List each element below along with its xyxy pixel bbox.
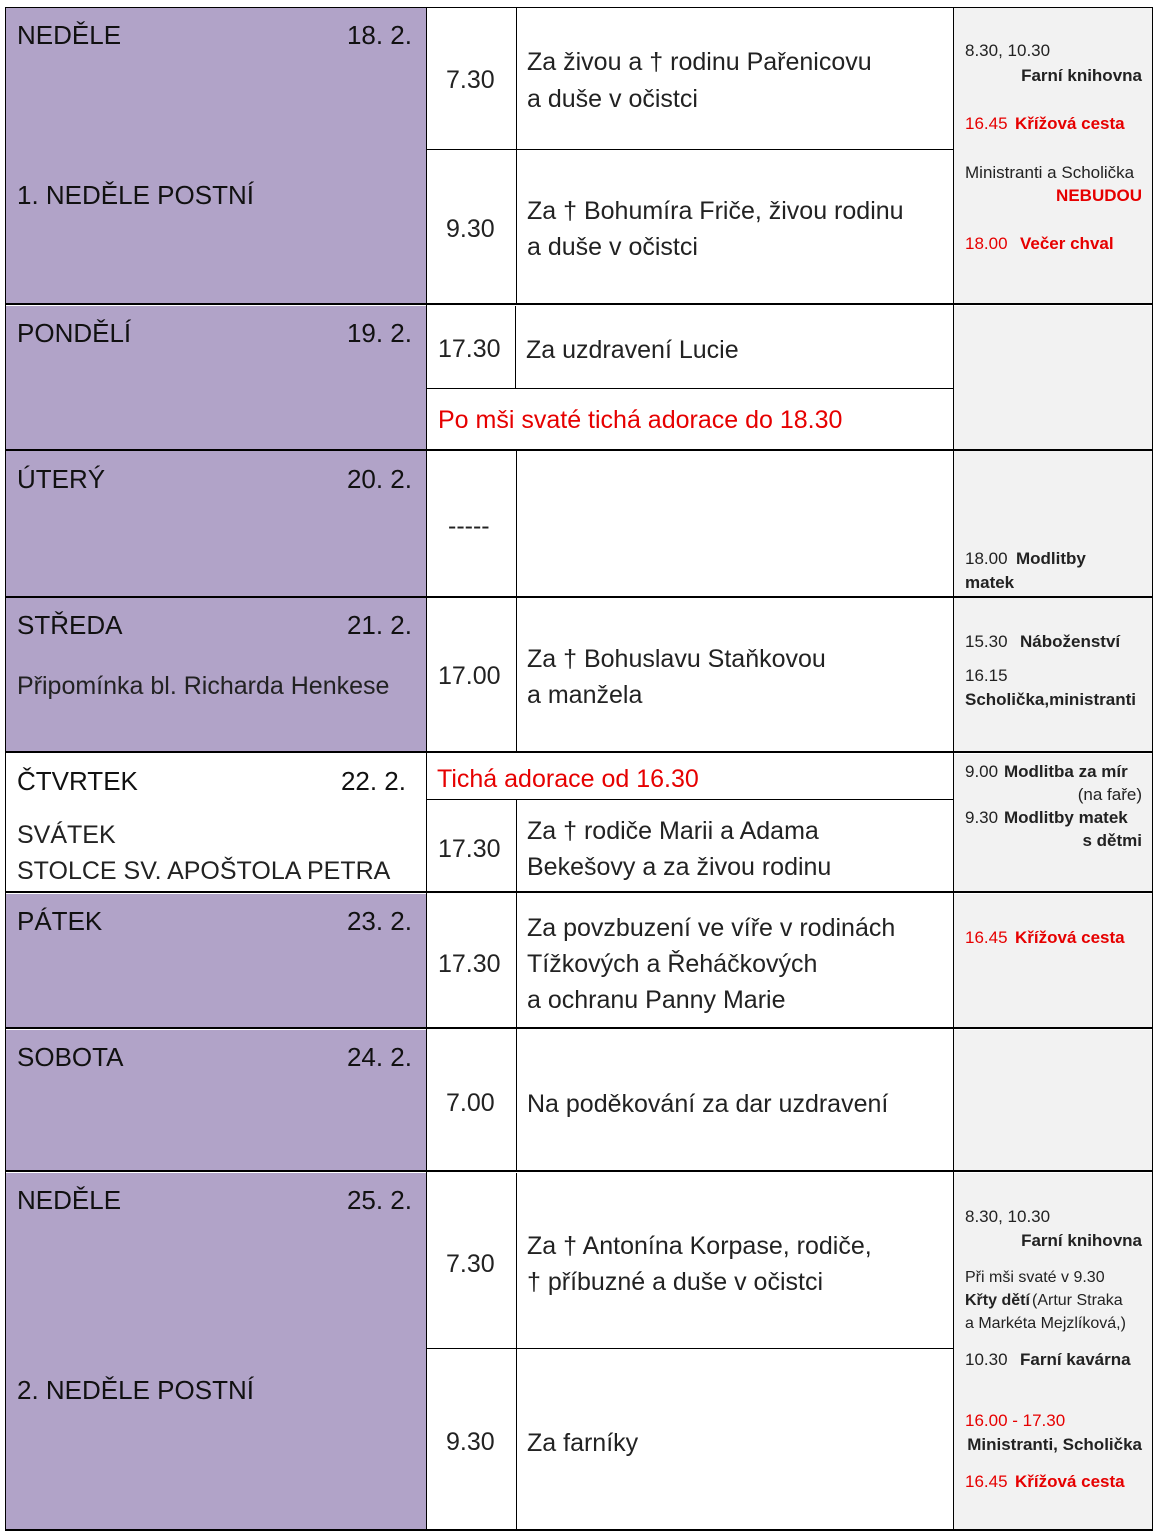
note-text: Ministranti a Scholička bbox=[965, 163, 1135, 182]
row-sep bbox=[5, 1027, 1153, 1029]
day-name: ÚTERÝ bbox=[17, 464, 106, 494]
day-date: 23. 2. bbox=[346, 906, 412, 936]
note-text: Při mši svaté v 9.30 bbox=[965, 1269, 1105, 1286]
mass-intention: Za živou a † rodinu Pařenicovu bbox=[527, 48, 872, 76]
divider-time bbox=[516, 800, 517, 1171]
announcement: Po mši svaté tichá adorace do 18.30 bbox=[438, 406, 843, 434]
mass-intention: a manžela bbox=[527, 681, 643, 709]
day-subtitle: 2. NEDĚLE POSTNÍ bbox=[17, 1375, 254, 1405]
day-date: 24. 2. bbox=[346, 1042, 412, 1072]
mass-time: 17.30 bbox=[438, 335, 501, 363]
row-sep bbox=[5, 303, 1153, 305]
mass-intention: Za † rodiče Marii a Adama bbox=[527, 817, 819, 845]
note-text: Modlitby matek bbox=[1004, 808, 1128, 827]
mass-intention: † příbuzné a duše v očistci bbox=[527, 1268, 823, 1296]
mass-intention: a duše v očistci bbox=[527, 233, 698, 261]
row-sep bbox=[5, 751, 1153, 753]
mass-time: 9.30 bbox=[446, 215, 495, 243]
note-time: 9.30 bbox=[965, 808, 999, 827]
border-top bbox=[5, 7, 1153, 8]
mass-intention: Za uzdravení Lucie bbox=[526, 336, 739, 364]
day-subtitle: SVÁTEK bbox=[17, 821, 116, 849]
day-name: ČTVRTEK bbox=[17, 766, 138, 796]
mass-time: 17.00 bbox=[438, 662, 501, 690]
row-sep bbox=[5, 1170, 1153, 1172]
note-time: 16.45 bbox=[965, 114, 1008, 133]
note-text: Křty dětí bbox=[965, 1292, 1030, 1309]
note-time: 8.30, 10.30 bbox=[965, 1207, 1051, 1226]
note-time: 16.00 - 17.30 bbox=[965, 1411, 1066, 1430]
mass-time: 17.30 bbox=[438, 835, 501, 863]
mass-intention: a ochranu Panny Marie bbox=[527, 986, 786, 1014]
divider-time bbox=[515, 306, 516, 388]
note-time: 10.30 bbox=[965, 1350, 1008, 1369]
day-name: SOBOTA bbox=[17, 1042, 124, 1072]
row-sep bbox=[427, 1348, 954, 1349]
day-name: PÁTEK bbox=[17, 906, 103, 936]
row-sep bbox=[5, 449, 1153, 451]
day-date: 18. 2. bbox=[346, 20, 412, 50]
announcement: Tichá adorace od 16.30 bbox=[437, 765, 699, 793]
notes-cell-saturday bbox=[954, 1030, 1152, 1171]
divider-time bbox=[516, 1173, 517, 1531]
day-date: 25. 2. bbox=[346, 1185, 412, 1215]
note-text: a Markéta Mejzlíková,) bbox=[965, 1315, 1126, 1332]
note-text: Křížová cesta bbox=[1015, 114, 1125, 133]
row-sep bbox=[5, 891, 1153, 893]
notes-cell-friday bbox=[954, 894, 1152, 1028]
note-text: (Artur Straka bbox=[1032, 1292, 1123, 1309]
note-text: (na faře) bbox=[1077, 785, 1142, 804]
note-time: 9.00 bbox=[965, 762, 999, 781]
mass-time: ----- bbox=[448, 512, 490, 540]
row-sep bbox=[427, 388, 954, 389]
divider-day bbox=[426, 7, 427, 1531]
divider-time bbox=[516, 451, 517, 753]
divider-time bbox=[516, 7, 517, 304]
mass-intention: Za † Bohuslavu Staňkovou bbox=[527, 645, 826, 673]
mass-intention: a duše v očistci bbox=[527, 85, 698, 113]
day-name: STŘEDA bbox=[17, 610, 123, 640]
row-sep bbox=[427, 149, 954, 150]
mass-time: 7.30 bbox=[446, 66, 495, 94]
note-text: s dětmi bbox=[1082, 831, 1142, 850]
mass-time: 17.30 bbox=[438, 950, 501, 978]
note-text: Scholička,ministranti bbox=[965, 690, 1136, 709]
mass-intention: Za povzbuzení ve víře v rodinách bbox=[527, 914, 896, 942]
note-text: Náboženství bbox=[1020, 632, 1121, 651]
note-text: Modlitba za mír bbox=[1004, 762, 1128, 781]
day-name: NEDĚLE bbox=[17, 20, 122, 50]
mass-intention: Na poděkování za dar uzdravení bbox=[527, 1090, 889, 1118]
mass-intention: Za † Bohumíra Friče, živou rodinu bbox=[527, 197, 904, 225]
note-text: NEBUDOU bbox=[1056, 186, 1142, 205]
mass-time: 7.30 bbox=[446, 1250, 495, 1278]
note-text: Farní kavárna bbox=[1020, 1350, 1131, 1369]
mass-intention: Bekešovy a za živou rodinu bbox=[527, 853, 832, 881]
note-time: 15.30 bbox=[965, 632, 1008, 651]
day-cell-sunday-2 bbox=[6, 1173, 427, 1529]
note-text: matek bbox=[965, 573, 1015, 592]
note-text: Křížová cesta bbox=[1015, 1472, 1125, 1491]
day-date: 21. 2. bbox=[346, 610, 412, 640]
note-time: 16.45 bbox=[965, 1472, 1008, 1491]
mass-intention: Za farníky bbox=[527, 1429, 639, 1457]
note-text: Večer chval bbox=[1020, 234, 1114, 253]
mass-time: 7.00 bbox=[446, 1089, 495, 1117]
border-right bbox=[1152, 7, 1153, 1531]
notes-cell-monday bbox=[954, 306, 1152, 449]
note-text: Farní knihovna bbox=[1021, 1231, 1142, 1250]
note-time: 16.45 bbox=[965, 928, 1008, 947]
day-date: 19. 2. bbox=[346, 318, 412, 348]
note-text: Modlitby bbox=[1016, 549, 1086, 568]
note-time: 8.30, 10.30 bbox=[965, 41, 1051, 60]
row-sep bbox=[5, 596, 1153, 598]
mass-intention: Tížkových a Řeháčkových bbox=[527, 950, 818, 978]
day-subtitle: Připomínka bl. Richarda Henkese bbox=[17, 672, 390, 700]
mass-intention: Za † Antonína Korpase, rodiče, bbox=[527, 1232, 872, 1260]
day-subtitle: 1. NEDĚLE POSTNÍ bbox=[17, 180, 254, 210]
day-date: 20. 2. bbox=[346, 464, 412, 494]
day-cell-sunday-1 bbox=[6, 8, 427, 304]
note-text: Ministranti, Scholička bbox=[967, 1435, 1142, 1454]
note-text: Křížová cesta bbox=[1015, 928, 1125, 947]
border-bottom bbox=[5, 1529, 1153, 1531]
note-text: Farní knihovna bbox=[1021, 66, 1142, 85]
border-left bbox=[5, 7, 6, 1531]
day-name: NEDĚLE bbox=[17, 1185, 122, 1215]
row-sep bbox=[427, 799, 954, 800]
note-time: 18.00 bbox=[965, 234, 1008, 253]
day-subtitle: STOLCE SV. APOŠTOLA PETRA bbox=[17, 857, 391, 885]
note-time: 18.00 bbox=[965, 549, 1008, 568]
day-name: PONDĚLÍ bbox=[17, 318, 132, 348]
mass-time: 9.30 bbox=[446, 1428, 495, 1456]
divider-notes bbox=[953, 7, 954, 1531]
note-time: 16.15 bbox=[965, 666, 1008, 685]
day-date: 22. 2. bbox=[340, 766, 406, 796]
